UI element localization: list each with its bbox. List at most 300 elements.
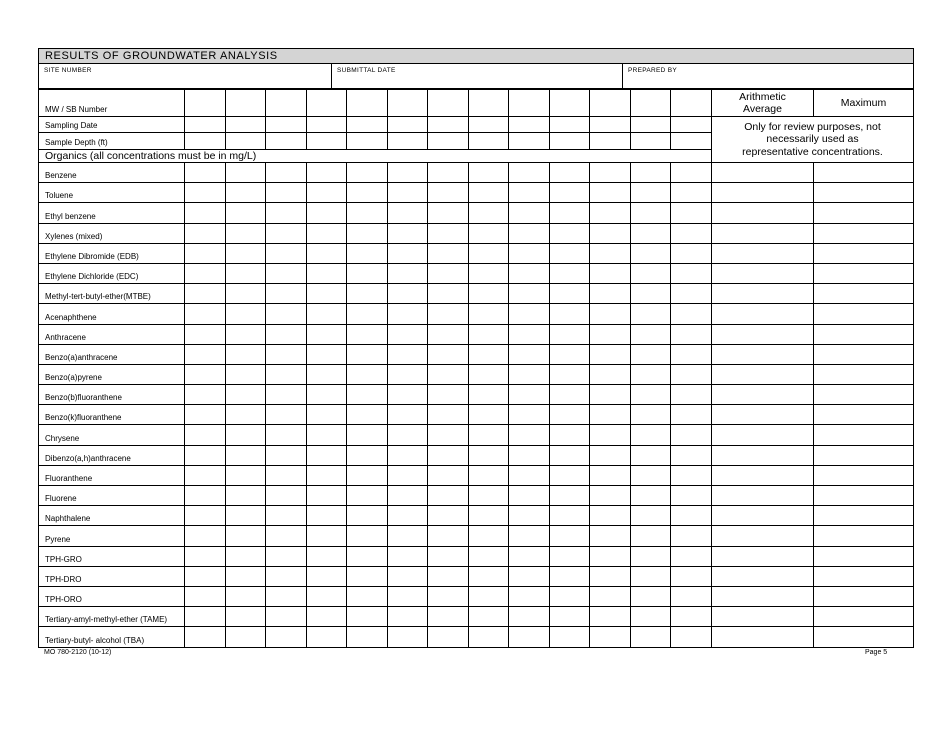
concentration-cell[interactable] xyxy=(428,405,469,425)
arithmetic-average-cell[interactable] xyxy=(712,405,814,425)
concentration-cell[interactable] xyxy=(468,324,509,344)
concentration-cell[interactable] xyxy=(549,304,590,324)
arithmetic-average-cell[interactable] xyxy=(712,263,814,283)
arithmetic-average-cell[interactable] xyxy=(712,223,814,243)
concentration-cell[interactable] xyxy=(630,183,671,203)
arithmetic-average-cell[interactable] xyxy=(712,546,814,566)
concentration-cell[interactable] xyxy=(549,163,590,183)
sample-depth-cell[interactable] xyxy=(347,133,388,150)
concentration-cell[interactable] xyxy=(387,183,428,203)
concentration-cell[interactable] xyxy=(428,586,469,606)
concentration-cell[interactable] xyxy=(266,223,307,243)
sample-depth-cell[interactable] xyxy=(225,133,266,150)
concentration-cell[interactable] xyxy=(590,203,631,223)
mw-number-cell[interactable] xyxy=(549,90,590,117)
concentration-cell[interactable] xyxy=(549,344,590,364)
sampling-date-cell[interactable] xyxy=(428,117,469,133)
concentration-cell[interactable] xyxy=(671,183,712,203)
concentration-cell[interactable] xyxy=(387,586,428,606)
concentration-cell[interactable] xyxy=(347,566,388,586)
maximum-cell[interactable] xyxy=(814,385,914,405)
concentration-cell[interactable] xyxy=(671,607,712,627)
concentration-cell[interactable] xyxy=(590,163,631,183)
concentration-cell[interactable] xyxy=(306,263,347,283)
concentration-cell[interactable] xyxy=(671,344,712,364)
concentration-cell[interactable] xyxy=(509,324,550,344)
concentration-cell[interactable] xyxy=(630,304,671,324)
concentration-cell[interactable] xyxy=(387,263,428,283)
concentration-cell[interactable] xyxy=(630,586,671,606)
concentration-cell[interactable] xyxy=(590,405,631,425)
concentration-cell[interactable] xyxy=(266,263,307,283)
concentration-cell[interactable] xyxy=(225,546,266,566)
concentration-cell[interactable] xyxy=(306,465,347,485)
concentration-cell[interactable] xyxy=(590,445,631,465)
concentration-cell[interactable] xyxy=(509,344,550,364)
concentration-cell[interactable] xyxy=(630,405,671,425)
concentration-cell[interactable] xyxy=(225,324,266,344)
concentration-cell[interactable] xyxy=(306,304,347,324)
concentration-cell[interactable] xyxy=(347,344,388,364)
maximum-cell[interactable] xyxy=(814,425,914,445)
concentration-cell[interactable] xyxy=(306,607,347,627)
concentration-cell[interactable] xyxy=(387,566,428,586)
maximum-cell[interactable] xyxy=(814,586,914,606)
concentration-cell[interactable] xyxy=(549,566,590,586)
concentration-cell[interactable] xyxy=(428,324,469,344)
concentration-cell[interactable] xyxy=(630,203,671,223)
concentration-cell[interactable] xyxy=(185,324,226,344)
sampling-date-cell[interactable] xyxy=(468,117,509,133)
concentration-cell[interactable] xyxy=(468,344,509,364)
maximum-cell[interactable] xyxy=(814,364,914,384)
concentration-cell[interactable] xyxy=(590,627,631,647)
concentration-cell[interactable] xyxy=(549,607,590,627)
concentration-cell[interactable] xyxy=(347,163,388,183)
arithmetic-average-cell[interactable] xyxy=(712,203,814,223)
concentration-cell[interactable] xyxy=(549,405,590,425)
concentration-cell[interactable] xyxy=(468,546,509,566)
concentration-cell[interactable] xyxy=(225,586,266,606)
concentration-cell[interactable] xyxy=(266,324,307,344)
concentration-cell[interactable] xyxy=(185,526,226,546)
concentration-cell[interactable] xyxy=(347,263,388,283)
concentration-cell[interactable] xyxy=(509,566,550,586)
maximum-cell[interactable] xyxy=(814,405,914,425)
sampling-date-cell[interactable] xyxy=(306,117,347,133)
concentration-cell[interactable] xyxy=(387,506,428,526)
arithmetic-average-cell[interactable] xyxy=(712,385,814,405)
maximum-cell[interactable] xyxy=(814,163,914,183)
concentration-cell[interactable] xyxy=(509,284,550,304)
concentration-cell[interactable] xyxy=(509,203,550,223)
concentration-cell[interactable] xyxy=(468,586,509,606)
mw-number-cell[interactable] xyxy=(266,90,307,117)
concentration-cell[interactable] xyxy=(266,586,307,606)
concentration-cell[interactable] xyxy=(549,324,590,344)
concentration-cell[interactable] xyxy=(630,223,671,243)
sampling-date-cell[interactable] xyxy=(509,117,550,133)
concentration-cell[interactable] xyxy=(387,627,428,647)
concentration-cell[interactable] xyxy=(185,223,226,243)
concentration-cell[interactable] xyxy=(185,263,226,283)
concentration-cell[interactable] xyxy=(590,526,631,546)
concentration-cell[interactable] xyxy=(428,425,469,445)
concentration-cell[interactable] xyxy=(185,304,226,324)
concentration-cell[interactable] xyxy=(590,566,631,586)
sample-depth-cell[interactable] xyxy=(185,133,226,150)
concentration-cell[interactable] xyxy=(225,344,266,364)
concentration-cell[interactable] xyxy=(509,263,550,283)
concentration-cell[interactable] xyxy=(185,506,226,526)
sampling-date-cell[interactable] xyxy=(347,117,388,133)
arithmetic-average-cell[interactable] xyxy=(712,506,814,526)
concentration-cell[interactable] xyxy=(225,405,266,425)
concentration-cell[interactable] xyxy=(509,304,550,324)
concentration-cell[interactable] xyxy=(468,284,509,304)
concentration-cell[interactable] xyxy=(347,627,388,647)
concentration-cell[interactable] xyxy=(266,203,307,223)
maximum-cell[interactable] xyxy=(814,304,914,324)
arithmetic-average-cell[interactable] xyxy=(712,183,814,203)
maximum-cell[interactable] xyxy=(814,546,914,566)
concentration-cell[interactable] xyxy=(387,223,428,243)
concentration-cell[interactable] xyxy=(468,203,509,223)
concentration-cell[interactable] xyxy=(590,183,631,203)
concentration-cell[interactable] xyxy=(225,364,266,384)
concentration-cell[interactable] xyxy=(347,405,388,425)
arithmetic-average-cell[interactable] xyxy=(712,425,814,445)
concentration-cell[interactable] xyxy=(549,445,590,465)
concentration-cell[interactable] xyxy=(266,607,307,627)
concentration-cell[interactable] xyxy=(347,223,388,243)
concentration-cell[interactable] xyxy=(266,566,307,586)
arithmetic-average-cell[interactable] xyxy=(712,465,814,485)
concentration-cell[interactable] xyxy=(347,526,388,546)
concentration-cell[interactable] xyxy=(306,566,347,586)
sample-depth-cell[interactable] xyxy=(428,133,469,150)
concentration-cell[interactable] xyxy=(347,506,388,526)
concentration-cell[interactable] xyxy=(347,304,388,324)
sampling-date-cell[interactable] xyxy=(185,117,226,133)
concentration-cell[interactable] xyxy=(225,566,266,586)
concentration-cell[interactable] xyxy=(185,364,226,384)
concentration-cell[interactable] xyxy=(347,486,388,506)
mw-number-cell[interactable] xyxy=(428,90,469,117)
concentration-cell[interactable] xyxy=(428,243,469,263)
concentration-cell[interactable] xyxy=(347,324,388,344)
concentration-cell[interactable] xyxy=(549,526,590,546)
concentration-cell[interactable] xyxy=(185,284,226,304)
concentration-cell[interactable] xyxy=(549,263,590,283)
concentration-cell[interactable] xyxy=(387,163,428,183)
mw-number-cell[interactable] xyxy=(225,90,266,117)
maximum-cell[interactable] xyxy=(814,465,914,485)
concentration-cell[interactable] xyxy=(549,223,590,243)
concentration-cell[interactable] xyxy=(306,586,347,606)
sampling-date-cell[interactable] xyxy=(387,117,428,133)
concentration-cell[interactable] xyxy=(671,465,712,485)
maximum-cell[interactable] xyxy=(814,324,914,344)
concentration-cell[interactable] xyxy=(549,486,590,506)
concentration-cell[interactable] xyxy=(549,385,590,405)
arithmetic-average-cell[interactable] xyxy=(712,566,814,586)
maximum-cell[interactable] xyxy=(814,183,914,203)
arithmetic-average-cell[interactable] xyxy=(712,284,814,304)
concentration-cell[interactable] xyxy=(671,405,712,425)
concentration-cell[interactable] xyxy=(671,546,712,566)
concentration-cell[interactable] xyxy=(630,425,671,445)
concentration-cell[interactable] xyxy=(225,627,266,647)
concentration-cell[interactable] xyxy=(347,586,388,606)
concentration-cell[interactable] xyxy=(347,284,388,304)
concentration-cell[interactable] xyxy=(671,203,712,223)
concentration-cell[interactable] xyxy=(428,526,469,546)
concentration-cell[interactable] xyxy=(671,163,712,183)
concentration-cell[interactable] xyxy=(347,445,388,465)
concentration-cell[interactable] xyxy=(468,506,509,526)
concentration-cell[interactable] xyxy=(266,405,307,425)
concentration-cell[interactable] xyxy=(428,546,469,566)
concentration-cell[interactable] xyxy=(225,526,266,546)
arithmetic-average-cell[interactable] xyxy=(712,607,814,627)
arithmetic-average-cell[interactable] xyxy=(712,364,814,384)
concentration-cell[interactable] xyxy=(428,304,469,324)
concentration-cell[interactable] xyxy=(549,506,590,526)
concentration-cell[interactable] xyxy=(266,304,307,324)
concentration-cell[interactable] xyxy=(590,425,631,445)
sampling-date-cell[interactable] xyxy=(225,117,266,133)
concentration-cell[interactable] xyxy=(630,324,671,344)
concentration-cell[interactable] xyxy=(630,546,671,566)
concentration-cell[interactable] xyxy=(428,223,469,243)
concentration-cell[interactable] xyxy=(468,385,509,405)
concentration-cell[interactable] xyxy=(225,163,266,183)
mw-number-cell[interactable] xyxy=(306,90,347,117)
concentration-cell[interactable] xyxy=(387,243,428,263)
concentration-cell[interactable] xyxy=(347,385,388,405)
concentration-cell[interactable] xyxy=(347,183,388,203)
sampling-date-cell[interactable] xyxy=(266,117,307,133)
concentration-cell[interactable] xyxy=(630,344,671,364)
concentration-cell[interactable] xyxy=(306,203,347,223)
concentration-cell[interactable] xyxy=(428,607,469,627)
concentration-cell[interactable] xyxy=(671,223,712,243)
concentration-cell[interactable] xyxy=(185,465,226,485)
concentration-cell[interactable] xyxy=(185,607,226,627)
concentration-cell[interactable] xyxy=(509,526,550,546)
concentration-cell[interactable] xyxy=(671,304,712,324)
concentration-cell[interactable] xyxy=(549,425,590,445)
concentration-cell[interactable] xyxy=(225,486,266,506)
concentration-cell[interactable] xyxy=(387,284,428,304)
concentration-cell[interactable] xyxy=(468,607,509,627)
concentration-cell[interactable] xyxy=(549,465,590,485)
concentration-cell[interactable] xyxy=(185,243,226,263)
concentration-cell[interactable] xyxy=(387,385,428,405)
concentration-cell[interactable] xyxy=(428,183,469,203)
concentration-cell[interactable] xyxy=(590,243,631,263)
concentration-cell[interactable] xyxy=(671,425,712,445)
concentration-cell[interactable] xyxy=(266,183,307,203)
concentration-cell[interactable] xyxy=(306,627,347,647)
concentration-cell[interactable] xyxy=(428,445,469,465)
concentration-cell[interactable] xyxy=(630,263,671,283)
arithmetic-average-cell[interactable] xyxy=(712,344,814,364)
concentration-cell[interactable] xyxy=(509,243,550,263)
concentration-cell[interactable] xyxy=(468,263,509,283)
concentration-cell[interactable] xyxy=(630,506,671,526)
submittal-date-field[interactable] xyxy=(332,64,623,88)
concentration-cell[interactable] xyxy=(468,486,509,506)
concentration-cell[interactable] xyxy=(266,526,307,546)
concentration-cell[interactable] xyxy=(590,607,631,627)
mw-number-cell[interactable] xyxy=(630,90,671,117)
concentration-cell[interactable] xyxy=(630,566,671,586)
concentration-cell[interactable] xyxy=(347,546,388,566)
concentration-cell[interactable] xyxy=(549,364,590,384)
concentration-cell[interactable] xyxy=(428,263,469,283)
concentration-cell[interactable] xyxy=(185,385,226,405)
sample-depth-cell[interactable] xyxy=(509,133,550,150)
concentration-cell[interactable] xyxy=(509,607,550,627)
concentration-cell[interactable] xyxy=(306,506,347,526)
maximum-cell[interactable] xyxy=(814,284,914,304)
concentration-cell[interactable] xyxy=(468,465,509,485)
concentration-cell[interactable] xyxy=(428,344,469,364)
concentration-cell[interactable] xyxy=(347,243,388,263)
maximum-cell[interactable] xyxy=(814,566,914,586)
concentration-cell[interactable] xyxy=(549,243,590,263)
concentration-cell[interactable] xyxy=(225,425,266,445)
concentration-cell[interactable] xyxy=(266,506,307,526)
arithmetic-average-cell[interactable] xyxy=(712,526,814,546)
concentration-cell[interactable] xyxy=(509,586,550,606)
concentration-cell[interactable] xyxy=(266,243,307,263)
maximum-cell[interactable] xyxy=(814,607,914,627)
concentration-cell[interactable] xyxy=(225,183,266,203)
mw-number-cell[interactable] xyxy=(671,90,712,117)
concentration-cell[interactable] xyxy=(306,364,347,384)
concentration-cell[interactable] xyxy=(185,163,226,183)
maximum-cell[interactable] xyxy=(814,223,914,243)
concentration-cell[interactable] xyxy=(225,506,266,526)
concentration-cell[interactable] xyxy=(387,304,428,324)
concentration-cell[interactable] xyxy=(468,627,509,647)
concentration-cell[interactable] xyxy=(306,526,347,546)
concentration-cell[interactable] xyxy=(509,627,550,647)
concentration-cell[interactable] xyxy=(590,284,631,304)
concentration-cell[interactable] xyxy=(387,546,428,566)
concentration-cell[interactable] xyxy=(428,486,469,506)
concentration-cell[interactable] xyxy=(185,445,226,465)
concentration-cell[interactable] xyxy=(266,546,307,566)
concentration-cell[interactable] xyxy=(590,465,631,485)
concentration-cell[interactable] xyxy=(266,284,307,304)
concentration-cell[interactable] xyxy=(225,607,266,627)
concentration-cell[interactable] xyxy=(509,385,550,405)
concentration-cell[interactable] xyxy=(387,607,428,627)
concentration-cell[interactable] xyxy=(671,324,712,344)
concentration-cell[interactable] xyxy=(509,405,550,425)
concentration-cell[interactable] xyxy=(590,586,631,606)
sample-depth-cell[interactable] xyxy=(306,133,347,150)
concentration-cell[interactable] xyxy=(671,566,712,586)
concentration-cell[interactable] xyxy=(185,203,226,223)
concentration-cell[interactable] xyxy=(387,425,428,445)
concentration-cell[interactable] xyxy=(225,203,266,223)
concentration-cell[interactable] xyxy=(185,566,226,586)
concentration-cell[interactable] xyxy=(266,344,307,364)
concentration-cell[interactable] xyxy=(509,163,550,183)
maximum-cell[interactable] xyxy=(814,243,914,263)
concentration-cell[interactable] xyxy=(468,566,509,586)
concentration-cell[interactable] xyxy=(428,284,469,304)
concentration-cell[interactable] xyxy=(306,344,347,364)
arithmetic-average-cell[interactable] xyxy=(712,324,814,344)
concentration-cell[interactable] xyxy=(509,223,550,243)
maximum-cell[interactable] xyxy=(814,486,914,506)
concentration-cell[interactable] xyxy=(387,344,428,364)
concentration-cell[interactable] xyxy=(630,385,671,405)
sample-depth-cell[interactable] xyxy=(549,133,590,150)
concentration-cell[interactable] xyxy=(468,223,509,243)
concentration-cell[interactable] xyxy=(549,586,590,606)
arithmetic-average-cell[interactable] xyxy=(712,627,814,647)
concentration-cell[interactable] xyxy=(549,546,590,566)
concentration-cell[interactable] xyxy=(347,425,388,445)
concentration-cell[interactable] xyxy=(630,627,671,647)
concentration-cell[interactable] xyxy=(185,405,226,425)
mw-number-cell[interactable] xyxy=(468,90,509,117)
concentration-cell[interactable] xyxy=(306,183,347,203)
concentration-cell[interactable] xyxy=(428,364,469,384)
concentration-cell[interactable] xyxy=(306,324,347,344)
concentration-cell[interactable] xyxy=(509,425,550,445)
concentration-cell[interactable] xyxy=(225,243,266,263)
concentration-cell[interactable] xyxy=(509,183,550,203)
concentration-cell[interactable] xyxy=(266,364,307,384)
concentration-cell[interactable] xyxy=(509,546,550,566)
concentration-cell[interactable] xyxy=(509,506,550,526)
concentration-cell[interactable] xyxy=(387,445,428,465)
concentration-cell[interactable] xyxy=(468,405,509,425)
concentration-cell[interactable] xyxy=(590,385,631,405)
concentration-cell[interactable] xyxy=(306,405,347,425)
concentration-cell[interactable] xyxy=(509,445,550,465)
concentration-cell[interactable] xyxy=(549,183,590,203)
concentration-cell[interactable] xyxy=(306,425,347,445)
concentration-cell[interactable] xyxy=(671,526,712,546)
concentration-cell[interactable] xyxy=(630,243,671,263)
concentration-cell[interactable] xyxy=(347,465,388,485)
sampling-date-cell[interactable] xyxy=(630,117,671,133)
concentration-cell[interactable] xyxy=(266,163,307,183)
concentration-cell[interactable] xyxy=(266,445,307,465)
maximum-cell[interactable] xyxy=(814,203,914,223)
maximum-cell[interactable] xyxy=(814,627,914,647)
concentration-cell[interactable] xyxy=(671,385,712,405)
concentration-cell[interactable] xyxy=(428,163,469,183)
concentration-cell[interactable] xyxy=(387,465,428,485)
arithmetic-average-cell[interactable] xyxy=(712,486,814,506)
mw-number-cell[interactable] xyxy=(590,90,631,117)
prepared-by-field[interactable] xyxy=(623,64,913,88)
sampling-date-cell[interactable] xyxy=(549,117,590,133)
sample-depth-cell[interactable] xyxy=(266,133,307,150)
concentration-cell[interactable] xyxy=(671,506,712,526)
maximum-cell[interactable] xyxy=(814,263,914,283)
